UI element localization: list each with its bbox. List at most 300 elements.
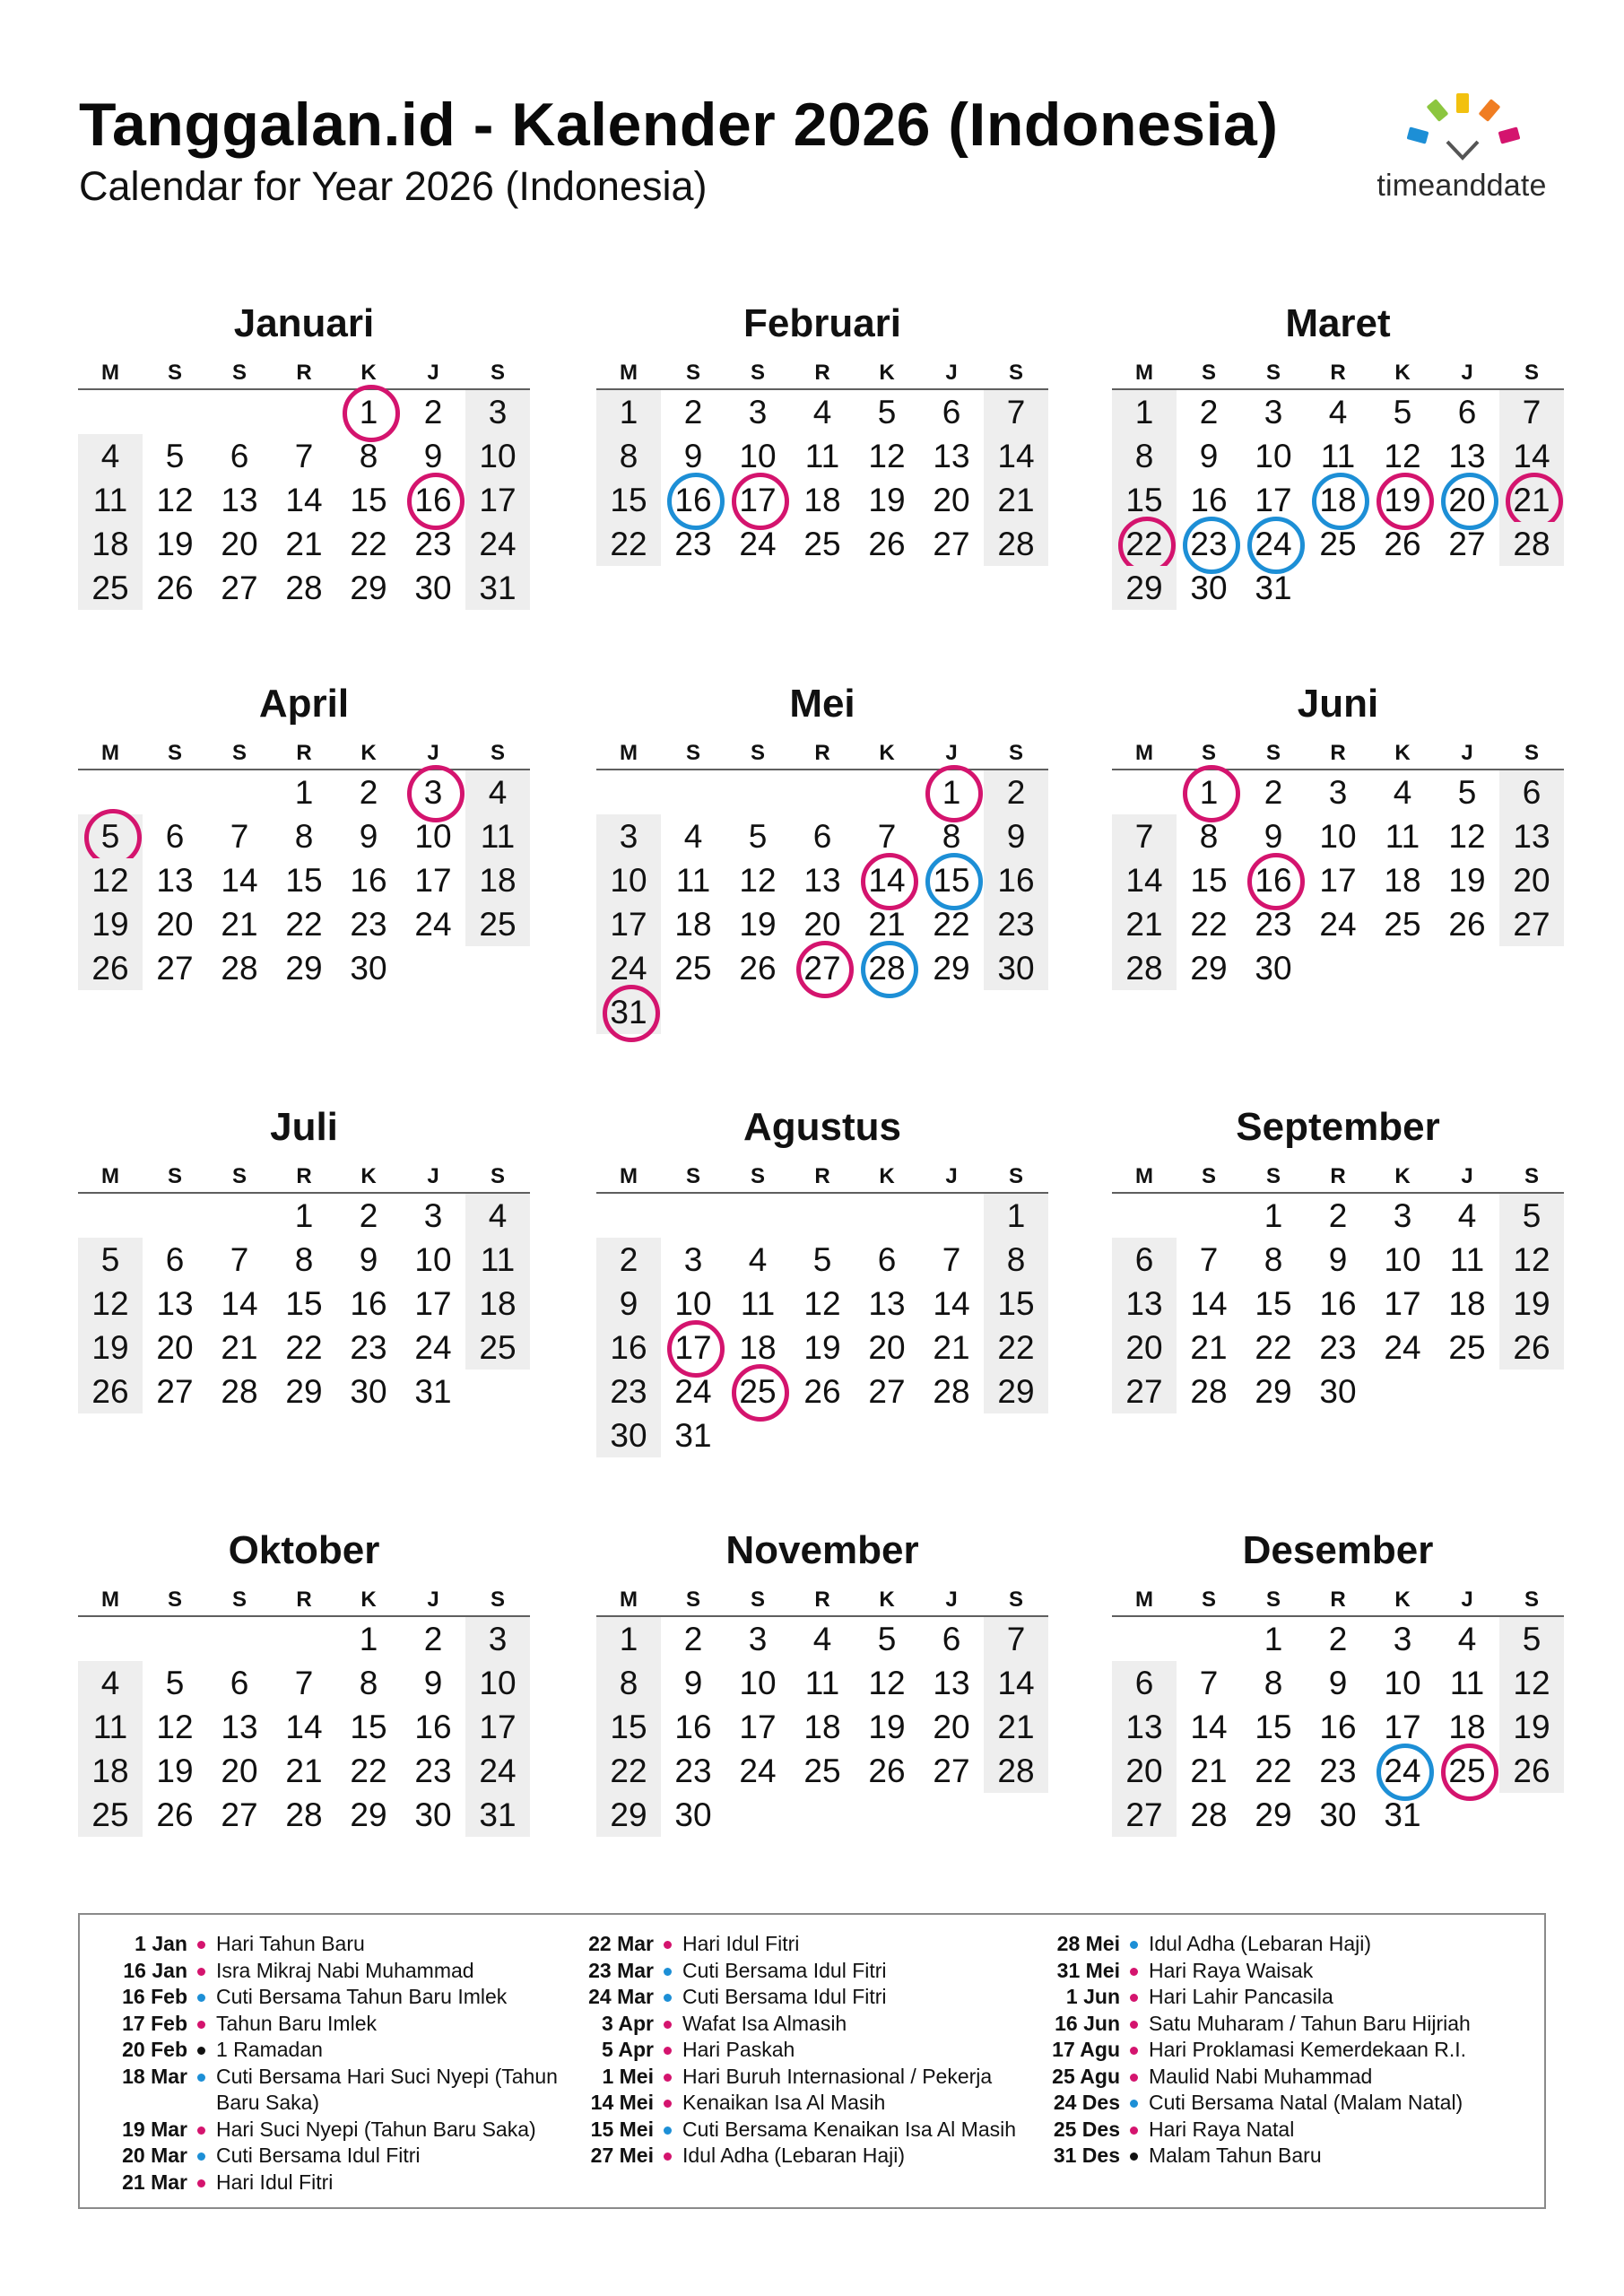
day-cell: [1112, 1705, 1177, 1749]
day-cell: [1112, 1326, 1177, 1370]
day-cell: [336, 770, 401, 814]
day-cell: [855, 390, 919, 434]
holiday-entry: [1030, 2090, 1497, 2117]
day-number: 14: [933, 1285, 970, 1322]
week-row: [78, 1793, 530, 1837]
day-number: 17: [414, 1285, 452, 1322]
day-cell: [465, 566, 530, 610]
weekday-header: R: [296, 741, 312, 765]
weekday-header: S: [1265, 741, 1281, 765]
weekday-header: M: [620, 1587, 638, 1612]
empty-day-cell: [1112, 770, 1177, 814]
day-cell: [1177, 814, 1241, 858]
day-number: 25: [1448, 1329, 1486, 1366]
day-number: 8: [294, 1241, 314, 1278]
holiday-name: Hari Suci Nyepi (Tahun Baru Saka): [216, 2117, 536, 2141]
week-row: [78, 1749, 530, 1793]
day-number: 27: [803, 950, 841, 987]
month-days: [78, 1617, 530, 1837]
day-cell: [1499, 1749, 1564, 1793]
day-number: 7: [1006, 1621, 1026, 1657]
weekday-header: R: [814, 741, 830, 765]
day-cell: [143, 946, 207, 990]
holiday-list: [78, 1913, 1546, 2209]
week-row: [1112, 522, 1564, 566]
day-cell: [1112, 858, 1177, 902]
day-cell: [207, 566, 272, 610]
holiday-name: Tahun Baru Imlek: [216, 2011, 377, 2035]
month-mei: [596, 671, 1048, 1034]
day-cell: [1241, 1749, 1306, 1793]
day-number: 19: [803, 1329, 841, 1366]
day-cell: [1241, 946, 1306, 990]
month-days: [596, 770, 1048, 1034]
holiday-name: Idul Adha (Lebaran Haji): [682, 2144, 906, 2167]
day-cell: [78, 1282, 143, 1326]
day-number: 5: [165, 438, 185, 474]
day-number: 6: [877, 1241, 897, 1278]
day-cell: [1241, 1238, 1306, 1282]
day-cell: [596, 1413, 661, 1457]
day-number: 22: [997, 1329, 1035, 1366]
day-cell: [919, 434, 984, 478]
day-cell: [78, 946, 143, 990]
weekday-header: S: [1008, 741, 1023, 765]
day-number: 6: [230, 438, 249, 474]
week-row: [78, 946, 530, 990]
day-cell: [78, 522, 143, 566]
day-cell: [1499, 902, 1564, 946]
week-row: [78, 1326, 530, 1370]
month-name: September: [1236, 1105, 1440, 1149]
day-number: 6: [165, 818, 185, 855]
day-number: 27: [156, 1373, 194, 1410]
day-number: 26: [868, 1752, 906, 1789]
day-number: 16: [1190, 482, 1228, 518]
day-number: 2: [683, 394, 703, 430]
day-number: 17: [1384, 1285, 1421, 1322]
day-number: 28: [285, 1796, 323, 1833]
day-cell: [336, 1238, 401, 1282]
week-row: [596, 814, 1048, 858]
day-number: 16: [997, 862, 1035, 899]
day-number: 24: [479, 1752, 517, 1789]
day-cell: [143, 814, 207, 858]
day-number: 16: [350, 1285, 387, 1322]
holiday-name: Hari Raya Waisak: [1149, 1958, 1314, 1982]
day-number: 2: [1264, 774, 1283, 811]
day-number: 3: [619, 818, 638, 855]
day-cell: [1370, 902, 1435, 946]
day-number: 5: [1457, 774, 1477, 811]
day-number: 8: [1264, 1665, 1283, 1701]
month-name: Februari: [743, 301, 902, 345]
day-number: 28: [221, 1373, 258, 1410]
day-cell: [725, 1705, 790, 1749]
day-cell: [919, 1282, 984, 1326]
day-number: 3: [1264, 394, 1283, 430]
day-cell: [207, 1282, 272, 1326]
day-number: 15: [1125, 482, 1163, 518]
day-number: 9: [1006, 818, 1026, 855]
month-name: Agustus: [743, 1105, 901, 1149]
week-row: [78, 478, 530, 522]
empty-day-cell: [661, 990, 725, 1034]
day-cell: [1370, 1617, 1435, 1661]
day-number: 22: [1255, 1329, 1292, 1366]
holiday-date: 31 Des: [1053, 2144, 1120, 2167]
month-agustus: [596, 1094, 1048, 1457]
day-number: 10: [739, 1665, 777, 1701]
day-number: 13: [933, 438, 970, 474]
day-cell: [336, 1617, 401, 1661]
day-cell: [855, 858, 919, 902]
weekday-header-row: [78, 1584, 530, 1617]
day-number: 1: [1264, 1621, 1283, 1657]
empty-day-cell: [1499, 946, 1564, 990]
holiday-type-dot: [1120, 2117, 1145, 2144]
holiday-name: Hari Paskah: [682, 2038, 795, 2061]
weekday-header-row: [78, 1161, 530, 1194]
day-cell: [272, 858, 336, 902]
day-number: 13: [803, 862, 841, 899]
weekday-header: M: [101, 741, 119, 765]
day-cell: [725, 1370, 790, 1413]
day-cell: [1241, 1282, 1306, 1326]
day-number: 21: [285, 526, 323, 562]
day-cell: [1435, 1705, 1499, 1749]
day-number: 31: [414, 1373, 452, 1410]
day-cell: [401, 1705, 465, 1749]
day-cell: [272, 946, 336, 990]
day-number: 5: [165, 1665, 185, 1701]
day-cell: [855, 1282, 919, 1326]
day-cell: [596, 1238, 661, 1282]
day-cell: [1112, 566, 1177, 610]
day-cell: [596, 1661, 661, 1705]
day-cell: [1177, 390, 1241, 434]
day-number: 28: [1190, 1796, 1228, 1833]
month-name: Oktober: [228, 1528, 380, 1572]
week-row: [78, 770, 530, 814]
day-number: 7: [1199, 1241, 1219, 1278]
day-cell: [1435, 522, 1499, 566]
day-number: 16: [414, 1709, 452, 1745]
day-number: 14: [1513, 438, 1550, 474]
day-number: 30: [1255, 950, 1292, 987]
day-cell: [272, 814, 336, 858]
holiday-type-dot: [187, 2064, 213, 2117]
day-cell: [207, 1793, 272, 1837]
day-number: 3: [748, 394, 768, 430]
day-cell: [1241, 566, 1306, 610]
day-cell: [1370, 1661, 1435, 1705]
weekday-header: S: [1265, 1164, 1281, 1188]
holiday-name: Hari Lahir Pancasila: [1149, 1985, 1333, 2008]
day-number: 29: [1190, 950, 1228, 987]
day-number: 13: [1513, 818, 1550, 855]
day-cell: [1177, 1326, 1241, 1370]
day-cell: [919, 814, 984, 858]
day-number: 13: [1125, 1709, 1163, 1745]
day-cell: [1112, 1238, 1177, 1282]
month-april: [78, 671, 530, 990]
day-cell: [1435, 478, 1499, 522]
day-cell: [143, 1238, 207, 1282]
holiday-entry: [1030, 2143, 1497, 2170]
day-number: 18: [91, 1752, 129, 1789]
holiday-date: 16 Jun: [1055, 2011, 1120, 2035]
holiday-date: 20 Feb: [122, 2038, 187, 2061]
day-cell: [1241, 522, 1306, 566]
day-number: 6: [1522, 774, 1541, 811]
holiday-entry: [1030, 2037, 1497, 2064]
day-number: 14: [221, 1285, 258, 1322]
page-title: Tanggalan.id - Kalender 2026 (Indonesia): [79, 91, 1279, 159]
day-cell: [596, 858, 661, 902]
weekday-header: S: [231, 361, 247, 385]
week-row: [1112, 1326, 1564, 1370]
day-number: 19: [91, 1329, 129, 1366]
day-number: 29: [1255, 1796, 1292, 1833]
day-cell: [272, 566, 336, 610]
weekday-header: J: [427, 741, 439, 765]
day-number: 30: [1319, 1373, 1357, 1410]
day-number: 9: [423, 438, 443, 474]
day-number: 16: [674, 482, 712, 518]
day-number: 13: [933, 1665, 970, 1701]
weekday-header-row: [596, 1161, 1048, 1194]
day-cell: [78, 478, 143, 522]
day-cell: [919, 1661, 984, 1705]
day-cell: [1306, 478, 1370, 522]
empty-day-cell: [725, 1194, 790, 1238]
weekday-header-row: [1112, 357, 1564, 390]
weekday-header: K: [1394, 1164, 1411, 1188]
day-cell: [855, 522, 919, 566]
day-cell: [596, 522, 661, 566]
day-number: 29: [1255, 1373, 1292, 1410]
day-cell: [465, 478, 530, 522]
day-cell: [1177, 770, 1241, 814]
day-cell: [790, 946, 855, 990]
day-cell: [1241, 1370, 1306, 1413]
day-cell: [207, 1370, 272, 1413]
holiday-name: Cuti Bersama Tahun Baru Imlek: [216, 1985, 508, 2008]
holiday-type-dot: [1120, 1931, 1145, 1958]
empty-day-cell: [919, 990, 984, 1034]
holiday-type-dot: [654, 1931, 679, 1958]
day-cell: [855, 814, 919, 858]
day-number: 17: [414, 862, 452, 899]
day-cell: [1499, 390, 1564, 434]
day-number: 22: [1255, 1752, 1292, 1789]
day-number: 11: [740, 1285, 776, 1322]
weekday-header: S: [167, 1587, 182, 1612]
day-number: 1: [1006, 1197, 1026, 1234]
day-cell: [596, 1793, 661, 1837]
day-cell: [725, 522, 790, 566]
day-number: 7: [1522, 394, 1541, 430]
day-number: 18: [1448, 1709, 1486, 1745]
day-cell: [207, 478, 272, 522]
day-cell: [919, 902, 984, 946]
day-cell: [1112, 1370, 1177, 1413]
day-cell: [1177, 522, 1241, 566]
month-days: [1112, 770, 1564, 990]
empty-day-cell: [78, 770, 143, 814]
day-number: 16: [1319, 1285, 1357, 1322]
day-number: 3: [488, 1621, 508, 1657]
day-cell: [272, 1238, 336, 1282]
day-cell: [1370, 1326, 1435, 1370]
day-cell: [1112, 1661, 1177, 1705]
day-number: 15: [1255, 1709, 1292, 1745]
day-cell: [207, 858, 272, 902]
holiday-type-dot: [1120, 1958, 1145, 1985]
day-cell: [1435, 858, 1499, 902]
day-number: 23: [1255, 906, 1292, 943]
day-number: 24: [414, 906, 452, 943]
day-cell: [661, 1282, 725, 1326]
day-cell: [465, 1661, 530, 1705]
day-number: 16: [414, 482, 452, 518]
week-row: [596, 434, 1048, 478]
day-cell: [465, 522, 530, 566]
weekday-header: R: [814, 1587, 830, 1612]
weekday-header: S: [1201, 361, 1216, 385]
holiday-entry: [98, 2011, 564, 2038]
day-number: 8: [1199, 818, 1219, 855]
day-cell: [661, 1326, 725, 1370]
empty-day-cell: [790, 1413, 855, 1457]
day-cell: [1435, 1661, 1499, 1705]
day-cell: [336, 522, 401, 566]
day-number: 26: [803, 1373, 841, 1410]
day-number: 15: [350, 482, 387, 518]
weekday-header: S: [685, 741, 700, 765]
day-number: 13: [1448, 438, 1486, 474]
day-cell: [336, 1661, 401, 1705]
day-cell: [272, 1705, 336, 1749]
holiday-type-dot: [654, 1984, 679, 2011]
day-cell: [1370, 522, 1435, 566]
month-name: Maret: [1285, 301, 1391, 345]
day-cell: [1370, 770, 1435, 814]
empty-day-cell: [596, 770, 661, 814]
day-number: 5: [812, 1241, 832, 1278]
holiday-entry: [98, 2064, 564, 2117]
day-cell: [661, 390, 725, 434]
empty-day-cell: [790, 770, 855, 814]
week-row: [78, 858, 530, 902]
day-number: 15: [285, 862, 323, 899]
day-cell: [984, 1661, 1048, 1705]
day-cell: [790, 1326, 855, 1370]
day-number: 4: [683, 818, 703, 855]
day-number: 26: [156, 1796, 194, 1833]
weekday-header: S: [1201, 1587, 1216, 1612]
empty-day-cell: [855, 1194, 919, 1238]
day-number: 19: [739, 906, 777, 943]
holiday-date: 23 Mar: [588, 1958, 654, 1982]
day-number: 21: [868, 906, 906, 943]
holiday-column: [1030, 1931, 1497, 2170]
week-row: [596, 478, 1048, 522]
day-number: 14: [868, 862, 906, 899]
month-days: [1112, 1194, 1564, 1413]
day-cell: [1241, 858, 1306, 902]
day-cell: [984, 1326, 1048, 1370]
day-number: 9: [683, 438, 703, 474]
day-cell: [465, 1617, 530, 1661]
weekday-header: R: [814, 1164, 830, 1188]
day-cell: [855, 1326, 919, 1370]
weekday-header: K: [360, 361, 377, 385]
day-number: 11: [675, 862, 711, 899]
day-cell: [207, 1326, 272, 1370]
day-cell: [855, 902, 919, 946]
day-cell: [984, 434, 1048, 478]
day-cell: [725, 858, 790, 902]
day-cell: [336, 946, 401, 990]
day-number: 11: [1449, 1241, 1485, 1278]
week-row: [1112, 1370, 1564, 1413]
holiday-date: 17 Agu: [1052, 2038, 1120, 2061]
day-cell: [1177, 858, 1241, 902]
day-number: 25: [91, 570, 129, 606]
week-row: [1112, 902, 1564, 946]
day-number: 21: [997, 482, 1035, 518]
day-number: 4: [1457, 1197, 1477, 1234]
week-row: [78, 1617, 530, 1661]
week-row: [1112, 1238, 1564, 1282]
day-number: 14: [285, 482, 323, 518]
holiday-entry: [1030, 1931, 1497, 1958]
day-number: 26: [1448, 906, 1486, 943]
day-cell: [1499, 1326, 1564, 1370]
weekday-header: S: [685, 1587, 700, 1612]
holiday-date: 31 Mei: [1056, 1958, 1120, 1982]
day-cell: [207, 946, 272, 990]
day-cell: [1370, 1238, 1435, 1282]
week-row: [78, 814, 530, 858]
day-cell: [1306, 1370, 1370, 1413]
day-number: 14: [1190, 1285, 1228, 1322]
day-cell: [984, 946, 1048, 990]
day-number: 13: [221, 1709, 258, 1745]
empty-day-cell: [143, 1617, 207, 1661]
day-number: 15: [997, 1285, 1035, 1322]
day-number: 31: [674, 1417, 712, 1454]
day-number: 10: [1319, 818, 1357, 855]
logo-text: timeanddate: [1376, 169, 1547, 203]
weekday-header: S: [490, 1587, 505, 1612]
day-number: 14: [285, 1709, 323, 1745]
day-number: 20: [221, 1752, 258, 1789]
day-number: 10: [610, 862, 647, 899]
day-number: 3: [423, 1197, 443, 1234]
empty-day-cell: [1306, 946, 1370, 990]
day-number: 19: [868, 1709, 906, 1745]
day-number: 4: [1328, 394, 1348, 430]
day-number: 1: [942, 774, 961, 811]
day-cell: [1306, 1282, 1370, 1326]
holiday-entry: [564, 2011, 1030, 2038]
day-number: 29: [1125, 570, 1163, 606]
day-number: 25: [1448, 1752, 1486, 1789]
weekday-header: S: [231, 1164, 247, 1188]
